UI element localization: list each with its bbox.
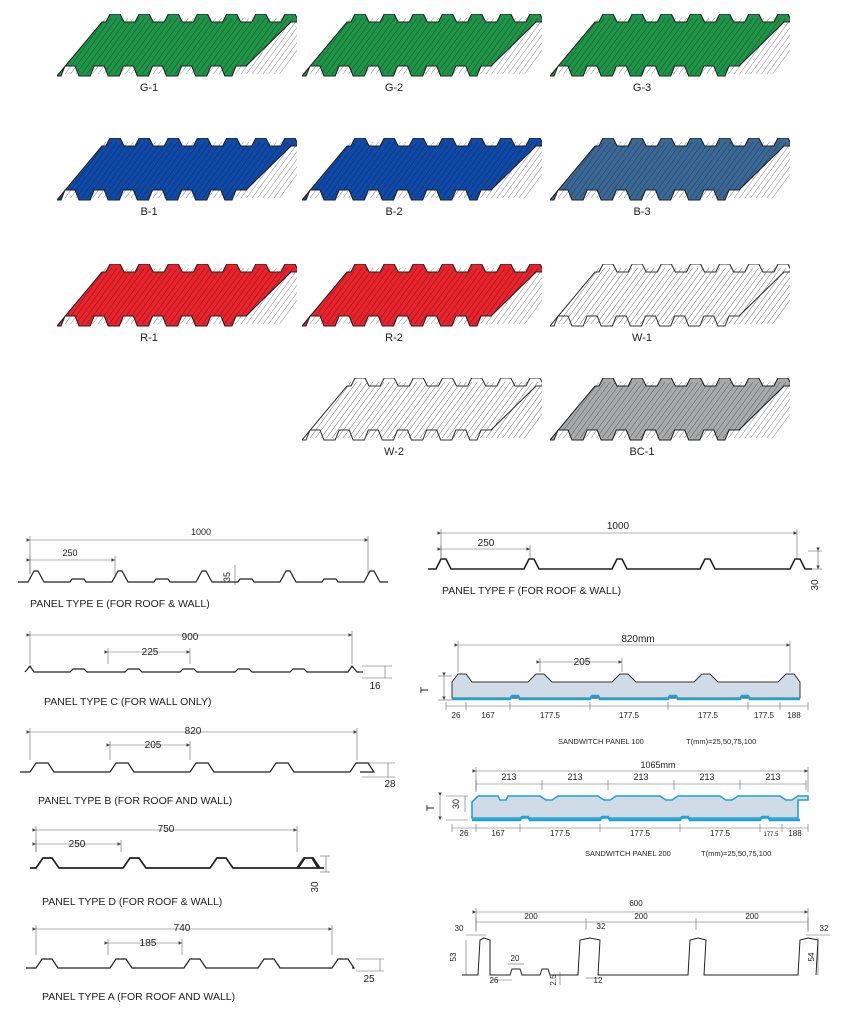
deck-pitch-label: 200 — [634, 912, 648, 921]
sandwich200-pitch-label: 213 — [765, 772, 781, 782]
swatch-code-label: BC-1 — [629, 446, 655, 458]
deck-top-left: 30 — [454, 924, 464, 933]
sandwich100-segment-label: 188 — [787, 711, 801, 720]
deck-rib-bottom: 12 — [593, 976, 603, 985]
sandwich100-name: SANDWITCH PANEL 100 — [558, 737, 644, 746]
panel-a-width: 740 — [173, 923, 191, 934]
deck-h-right: 54 — [807, 952, 816, 962]
swatch-code-label: R-1 — [140, 332, 158, 344]
sandwich200-width: 1065mm — [640, 760, 676, 770]
panel-f-pitch: 250 — [477, 538, 495, 549]
panel-e-height: 35 — [222, 571, 232, 583]
sandwich200-height: 30 — [451, 798, 461, 810]
panel-c-height: 16 — [369, 681, 381, 692]
swatch-code-label: R-2 — [385, 332, 403, 344]
panel-d-title: PANEL TYPE D (FOR ROOF & WALL) — [42, 896, 223, 908]
panel-e-width: 1000 — [190, 527, 212, 537]
sandwich100-thickness: T(mm)=25,50,75,100 — [686, 737, 757, 746]
panel-d-height: 30 — [310, 881, 321, 893]
deck-top-right: 32 — [819, 924, 829, 933]
sandwich100-segment-label: 167 — [481, 711, 495, 720]
sandwich200-segment-label: 177.5 — [709, 829, 731, 838]
panel-c-width: 900 — [181, 632, 199, 643]
sandwich100-segments — [452, 711, 802, 720]
sandwich200-segment-label: 177.5 — [629, 829, 651, 838]
swatch-code-label: W-2 — [384, 446, 404, 458]
panel-f-width: 1000 — [606, 521, 630, 532]
panel-b-pitch: 205 — [144, 740, 162, 751]
sandwich100-t: T — [419, 686, 431, 694]
sandwich200-segment-label: 26 — [459, 829, 469, 838]
swatch-code-label: B-2 — [385, 206, 403, 218]
panel-a-height: 25 — [363, 974, 375, 985]
sandwich100-segment-label: 177.5 — [753, 711, 775, 720]
deck-width: 600 — [629, 899, 643, 908]
sandwich100-segment-label: 177.5 — [539, 711, 561, 720]
panel-e-pitch: 250 — [62, 548, 78, 558]
sandwich200-thickness: T(mm)=25,50,75,100 — [701, 849, 772, 858]
sandwich200-pitch-label: 213 — [501, 772, 517, 782]
panel-d-pitch: 250 — [68, 839, 86, 850]
sandwich200-segments — [460, 829, 803, 838]
sandwich200-pitch-label: 213 — [699, 772, 715, 782]
deck-rib-top: 32 — [596, 922, 606, 931]
swatch-code-label: W-1 — [632, 332, 652, 344]
deck-h-left: 53 — [449, 952, 458, 962]
sandwich100-segment-label: 26 — [451, 711, 461, 720]
sandwich200-t: T — [425, 804, 437, 812]
sandwich200-segment-label: 177.5 — [549, 829, 571, 838]
sandwich100-pitch: 205 — [573, 657, 591, 668]
deck-pitch-label: 200 — [745, 912, 759, 921]
sandwich100-segment-label: 177.5 — [697, 711, 719, 720]
deck-thk: 2.5 — [549, 974, 558, 986]
panel-a-pitch: 185 — [139, 938, 157, 949]
swatch-code-label: B-1 — [140, 206, 158, 218]
sandwich200-pitches — [501, 772, 780, 782]
sandwich200-segment-label: 167 — [491, 829, 505, 838]
panel-a-title: PANEL TYPE A (FOR ROOF AND WALL) — [42, 991, 236, 1003]
sandwich200-name: SANDWITCH PANEL 200 — [585, 849, 671, 858]
panel-b-height: 28 — [384, 779, 396, 790]
swatch-code-label: G-1 — [139, 82, 159, 94]
deck-bottom: 26 — [489, 976, 499, 985]
sandwich200-segment-label: 177.5 — [763, 832, 779, 838]
deck-pitch-label: 200 — [524, 912, 538, 921]
sandwich200-segment-label: 188 — [788, 829, 802, 838]
panel-c-title: PANEL TYPE C (FOR WALL ONLY) — [44, 696, 212, 708]
panel-f-height: 30 — [810, 579, 821, 591]
panel-b-title: PANEL TYPE B (FOR ROOF AND WALL) — [38, 795, 233, 807]
panel-f-title: PANEL TYPE F (FOR ROOF & WALL) — [442, 585, 622, 597]
panel-d-width: 750 — [157, 824, 175, 835]
sandwich200-pitch-label: 213 — [567, 772, 583, 782]
deck-small: 20 — [510, 954, 520, 963]
panel-c-pitch: 225 — [141, 647, 159, 658]
sandwich100-width: 820mm — [621, 634, 655, 645]
panel-b-width: 820 — [184, 726, 202, 737]
deck-pitches — [524, 912, 759, 921]
sandwich200-pitch-label: 213 — [633, 772, 649, 782]
swatch-code-label: B-3 — [633, 206, 651, 218]
panel-e-title: PANEL TYPE E (FOR ROOF & WALL) — [30, 598, 210, 610]
sandwich100-segment-label: 177.5 — [618, 711, 640, 720]
swatch-code-label: G-2 — [384, 82, 404, 94]
swatch-code-label: G-3 — [632, 82, 652, 94]
